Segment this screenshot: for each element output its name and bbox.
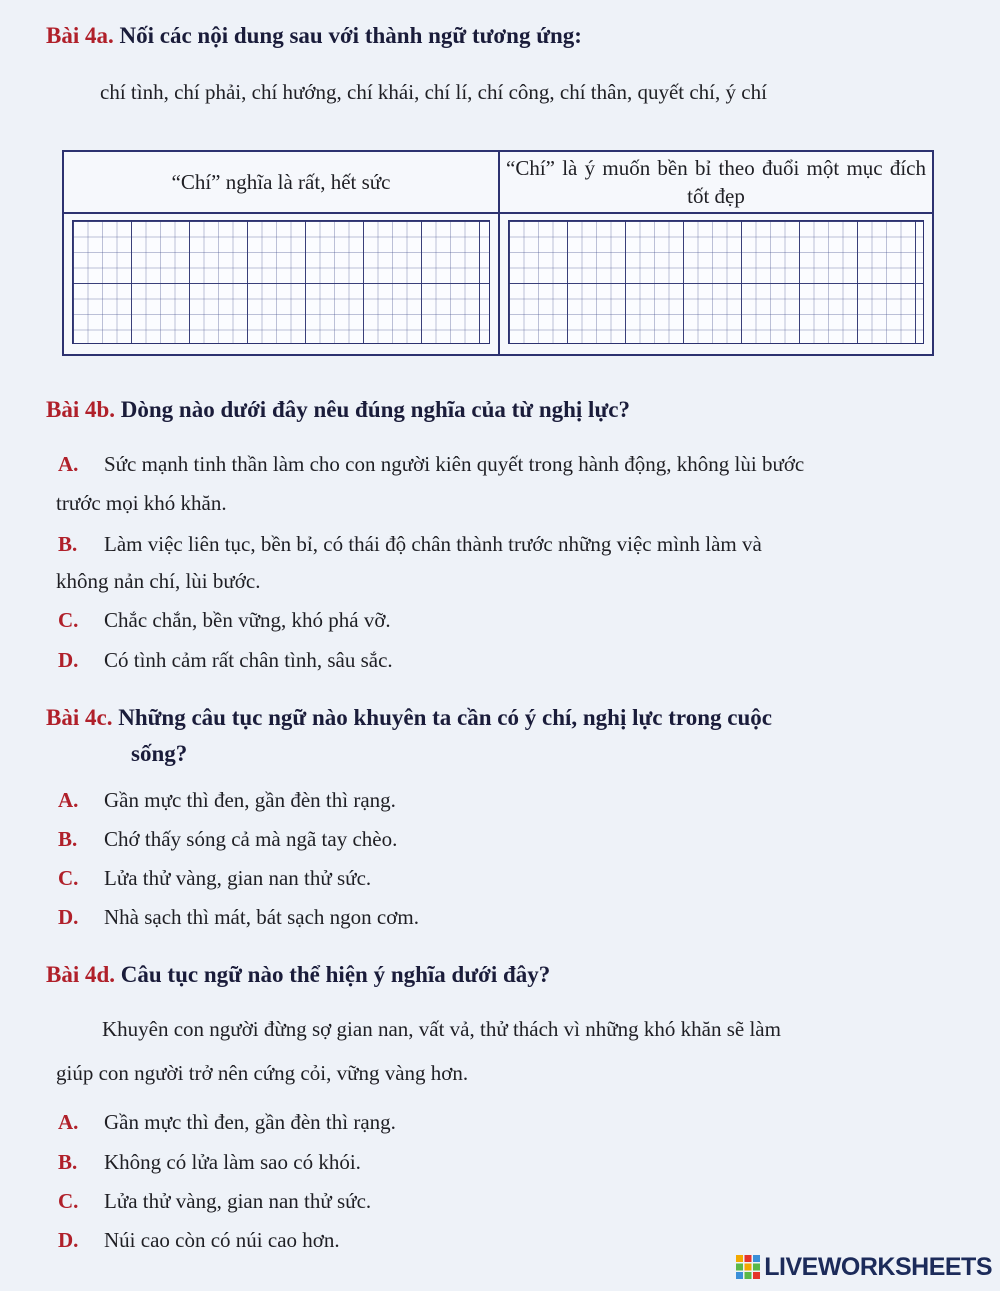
- exercise-4c-option-b[interactable]: [58, 824, 397, 854]
- option-text: Có tình cảm rất chân tình, sâu sắc.: [104, 648, 393, 672]
- exercise-4a-question: Nối các nội dung sau với thành ngữ tương ứng:: [119, 23, 582, 48]
- table-column-left: [64, 152, 500, 354]
- exercise-4d-label: Bài 4d.: [46, 962, 116, 987]
- exercise-4d-option-a[interactable]: [58, 1107, 396, 1137]
- exercise-4c-label: Bài 4c.: [46, 705, 113, 730]
- option-text: Chớ thấy sóng cả mà ngã tay chèo.: [104, 827, 398, 851]
- exercise-4a-label: Bài 4a.: [46, 23, 114, 48]
- exercise-4d-title: [46, 957, 550, 993]
- exercise-4d-option-c[interactable]: [58, 1186, 371, 1216]
- option-letter: A.: [58, 788, 79, 812]
- exercise-4b-question: Dòng nào dưới đây nêu đúng nghĩa của từ nghị lực?: [120, 397, 630, 422]
- option-letter: C.: [58, 1189, 79, 1213]
- option-letter: C.: [58, 866, 79, 890]
- option-text: Gần mực thì đen, gần đèn thì rạng.: [104, 788, 396, 812]
- option-letter: B.: [58, 827, 78, 851]
- option-letter: D.: [58, 905, 79, 929]
- option-text: Sức mạnh tinh thần làm cho con người kiên quyết trong hành động, không lùi bước: [104, 452, 805, 476]
- option-text: Núi cao còn có núi cao hơn.: [104, 1228, 340, 1252]
- liveworksheets-logo: [736, 1253, 992, 1281]
- table-header-right: “Chí” là ý muốn bền bỉ theo đuổi một mục đích tốt đẹp: [500, 152, 932, 214]
- option-text: Nhà sạch thì mát, bát sạch ngon cơm.: [104, 905, 419, 929]
- option-letter: B.: [58, 1150, 78, 1174]
- option-text: Làm việc liên tục, bền bỉ, có thái độ chân thành trước những việc mình làm và: [104, 532, 762, 556]
- exercise-4a-title: [46, 18, 582, 54]
- option-text: Lửa thử vàng, gian nan thử sức.: [104, 866, 372, 890]
- exercise-4d-option-d[interactable]: [58, 1225, 340, 1255]
- exercise-4b-option-b-continued: không nản chí, lùi bước.: [56, 569, 261, 593]
- exercise-4c-option-d[interactable]: [58, 902, 419, 932]
- option-letter: D.: [58, 648, 79, 672]
- exercise-4b-label: Bài 4b.: [46, 397, 116, 422]
- option-letter: D.: [58, 1228, 79, 1252]
- table-column-right: [500, 152, 932, 354]
- table-header-left: “Chí” nghĩa là rất, hết sức: [64, 152, 498, 214]
- exercise-4c-option-c[interactable]: [58, 863, 371, 893]
- exercise-4b-title: [46, 392, 630, 428]
- option-letter: B.: [58, 532, 78, 556]
- exercise-4b-option-a[interactable]: [58, 444, 944, 484]
- answer-area-left[interactable]: [72, 220, 490, 344]
- exercise-4b-option-d[interactable]: [58, 645, 393, 675]
- option-letter: A.: [58, 1110, 79, 1134]
- exercise-4c-question-line2: sống?: [131, 741, 188, 766]
- exercise-4d-meaning-line2: giúp con người trở nên cứng cỏi, vững vàng hơn.: [56, 1061, 469, 1085]
- exercise-4b-option-a-continued: trước mọi khó khăn.: [56, 491, 227, 515]
- exercise-4d-meaning-line1: Khuyên con người đừng sợ gian nan, vất vả, thử thách vì những khó khăn sẽ làm: [102, 1017, 781, 1041]
- exercise-4c-question-line1: Những câu tục ngữ nào khuyên ta cần có ý chí, nghị lực trong cuộc: [118, 705, 772, 730]
- answer-area-right[interactable]: [508, 220, 924, 344]
- exercise-4c-option-a[interactable]: [58, 785, 396, 815]
- option-letter: A.: [58, 452, 79, 476]
- option-text: Chắc chắn, bền vững, khó phá vỡ.: [104, 608, 391, 632]
- exercise-4d-question: Câu tục ngữ nào thể hiện ý nghĩa dưới đây?: [120, 962, 551, 987]
- matching-table: [62, 150, 934, 356]
- option-text: Không có lửa làm sao có khói.: [104, 1150, 361, 1174]
- liveworksheets-logo-text: LIVEWORKSHEETS: [764, 1252, 992, 1281]
- exercise-4c-title: [46, 700, 772, 736]
- option-letter: C.: [58, 608, 79, 632]
- option-text: Lửa thử vàng, gian nan thử sức.: [104, 1189, 372, 1213]
- exercise-4d-option-b[interactable]: [58, 1147, 361, 1177]
- exercise-4b-option-c[interactable]: [58, 605, 391, 635]
- exercise-4b-option-b[interactable]: [58, 524, 944, 564]
- liveworksheets-logo-icon: [736, 1255, 760, 1279]
- word-bank: chí tình, chí phải, chí hướng, chí khái, chí lí, chí công, chí thân, quyết chí, ý chí: [100, 80, 767, 104]
- option-text: Gần mực thì đen, gần đèn thì rạng.: [104, 1110, 396, 1134]
